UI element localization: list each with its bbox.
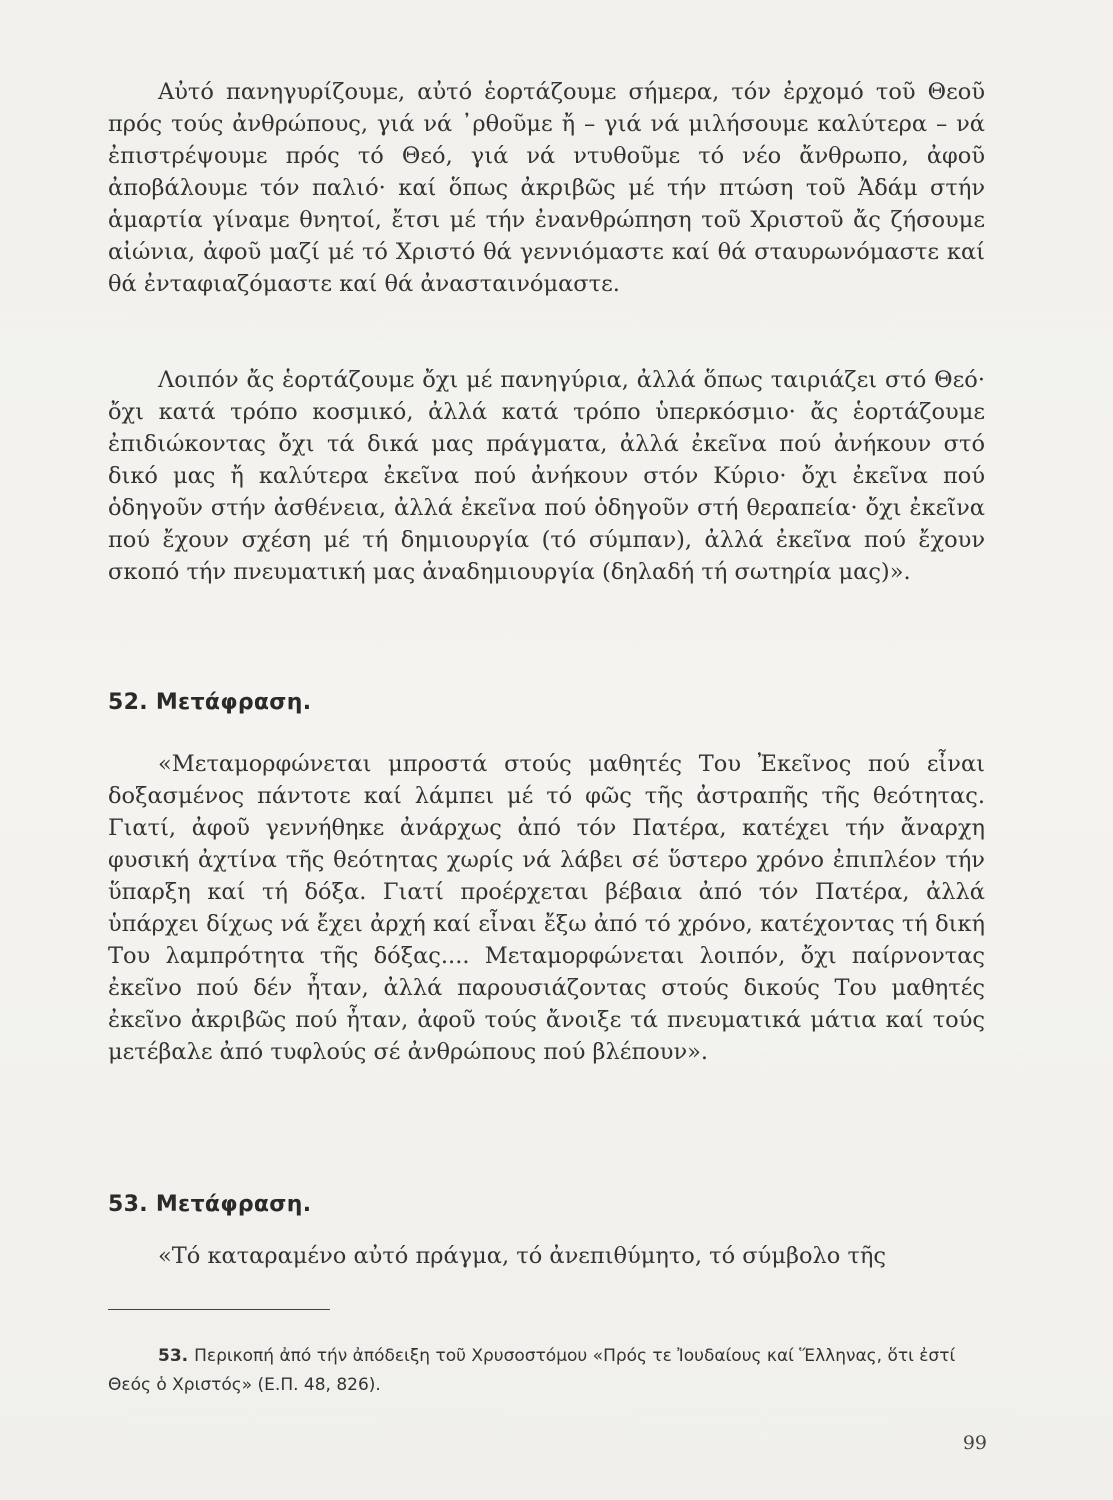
paragraph-2: Λοιπόν ἄς ἑορτάζουμε ὄχι μέ πανηγύρια, ἀλλά ὅπως ταιριάζει στό Θεό· ὄχι κατά τρόπο κοσμικό, ἀλλά κατά τρόπο ὑπερκόσμιο· ἄς ἑορτάζουμε ἐπιδιώκοντας ὄχι τά δικά μας πράγματα, ἀλλά ἐκεῖνα πού ἀνήκουν στό δικό μας ἤ καλύτερα ἐκεῖνα πού ἀνήκουν στόν Κύριο· ὄχι ἐκεῖνα πού ὁδηγοῦν στήν ἀσθένεια, ἀλλά ἐκεῖνα πού ὁδηγοῦν στή θεραπεία· ὄχι ἐκεῖνα πού ἔχουν σχέση μέ τή δημιουργία (τό σύμπαν), ἀλλά ἐκεῖνα πού ἔχουν σκοπό τήν πνευματική μας ἀναδημιουργία (δηλαδή τή σωτηρία μας)». <box>108 367 985 585</box>
paragraph-1: Αὐτό πανηγυρίζουμε, αὐτό ἑορτάζουμε σήμερα, τόν ἐρχομό τοῦ Θεοῦ πρός τούς ἀνθρώπους, γιά νά ᾿ρθοῦμε ἤ – γιά νά μιλήσουμε καλύτερα – νά ἐπιστρέψουμε πρός τό Θεό, γιά νά ντυθοῦμε τό νέο ἄνθρωπο, ἀφοῦ ἀποβάλουμε τόν παλιό· καί ὅπως ἀκριβῶς μέ τήν πτώση τοῦ Ἀδάμ στήν ἁμαρτία γίναμε θνητοί, ἔτσι μέ τήν ἐνανθρώπηση τοῦ Χριστοῦ ἄς ζήσουμε αἰώνια, ἀφοῦ μαζί μέ τό Χριστό θά γεννιόμαστε καί θά σταυρωνόμαστε καί θά ἐνταφιαζόμαστε καί θά ἀνασταινόμαστε. <box>108 79 985 297</box>
paragraph-3: «Μεταμορφώνεται μπροστά στούς μαθητές Του Ἐκεῖνος πού εἶναι δοξασμένος πάντοτε καί λάμπει μέ τό φῶς τῆς ἀστραπῆς τῆς θεότητας. Γιατί, ἀφοῦ γεννήθηκε ἀνάρχως ἀπό τόν Πατέρα, κατέχει τήν ἄναρχη φυσική ἀχτίνα τῆς θεότητας χωρίς νά λάβει σέ ὕστερο χρόνο ἐπιπλέον τήν ὕπαρξη καί τή δόξα. Γιατί προέρχεται βέβαια ἀπό τόν Πατέρα, ἀλλά ὑπάρχει δίχως νά ἔχει ἀρχή καί εἶναι ἔξω ἀπό τό χρόνο, κατέχοντας τή δική Του λαμπρότητα τῆς δόξας.... Μεταμορφώνεται λοιπόν, ὄχι παίρνοντας ἐκεῖνο πού δέν ἦταν, ἀλλά παρουσιάζοντας στούς δικούς Του μαθητές ἐκεῖνο ἀκριβῶς πού ἦταν, ἀφοῦ τούς ἄνοιξε τά πνευματικά μάτια καί τούς μετέβαλε ἀπό τυφλούς σέ ἀνθρώπους πού βλέπουν». <box>108 751 985 1065</box>
page-number: 99 <box>962 1432 987 1454</box>
footnote-number: 53. <box>158 1346 189 1366</box>
footnote <box>108 1342 985 1400</box>
footnote-text: Περικοπή ἀπό τήν ἀπόδειξη τοῦ Χρυσοστόμου «Πρός τε Ἰουδαίους καί Ἕλληνας, ὅτι ἐστί Θεός ὁ Χριστός» (Ε.Π. 48, 826). <box>108 1346 956 1395</box>
heading-52: 52. Μετάφραση. <box>108 690 312 715</box>
heading-53: 53. Μετάφραση. <box>108 1192 312 1217</box>
footnote-separator <box>108 1309 330 1310</box>
paragraph-4: «Τό καταραμένο αὐτό πράγμα, τό ἀνεπιθύμητο, τό σύμβολο τῆς <box>158 1243 886 1269</box>
